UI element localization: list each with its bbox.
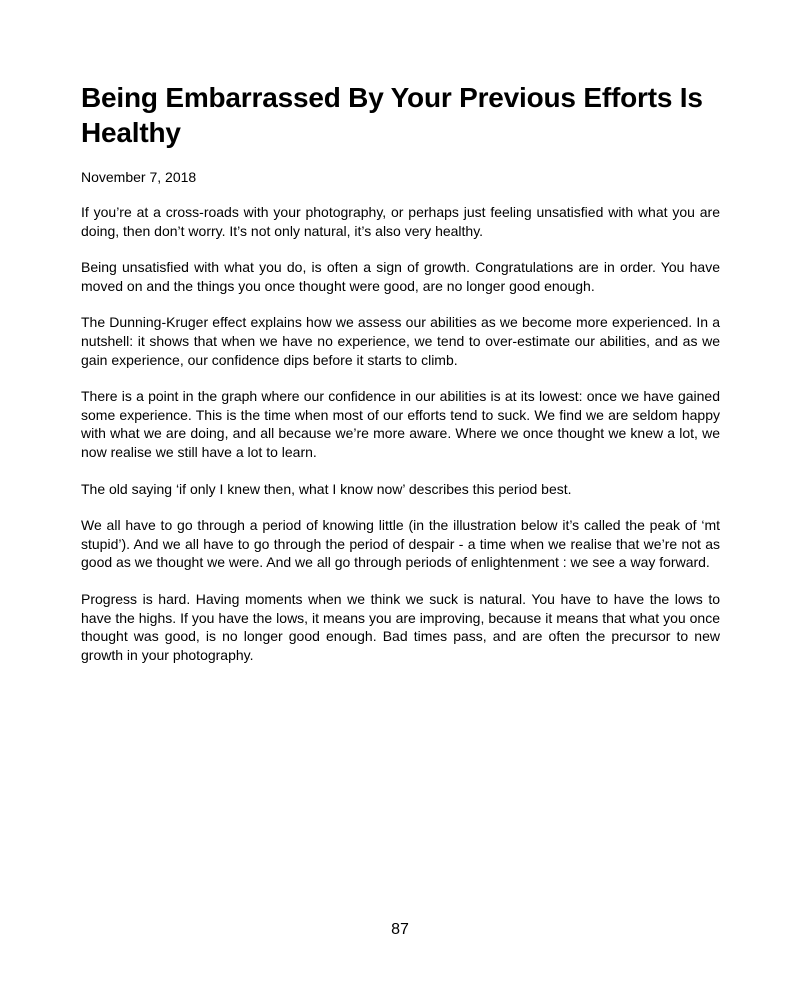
paragraph: The Dunning-Kruger effect explains how we assess our abilities as we become more experienced. In a nutshell: it shows that when we have no experience, we tend to over-estimate our abilities, and as we gain experience, our confidence dips before it starts to climb. <box>81 314 720 368</box>
paragraph: If you’re at a cross-roads with your photography, or perhaps just feeling unsatisfied with what you are doing, then don’t worry. It’s not only natural, it’s also very healthy. <box>81 204 720 239</box>
paragraph: Progress is hard. Having moments when we think we suck is natural. You have to have the lows to have the highs. If you have the lows, it means you are improving, because it means that what you once thought was good, is no longer good enough. Bad times pass, and are often the precursor to new growth in your photography. <box>81 590 720 663</box>
page-number: 87 <box>391 921 409 938</box>
article <box>81 80 720 682</box>
article-title: Being Embarrassed By Your Previous Efforts Is Healthy <box>81 82 703 148</box>
article-body <box>81 203 720 664</box>
paragraph: The old saying ‘if only I knew then, what I know now’ describes this period best. <box>81 480 572 497</box>
paragraph: Being unsatisfied with what you do, is often a sign of growth. Congratulations are in order. You have moved on and the things you once thought were good, are no longer good enough. <box>81 259 720 294</box>
article-date: November 7, 2018 <box>81 169 197 185</box>
paragraph: There is a point in the graph where our confidence in our abilities is at its lowest: once we have gained some experience. This is the time when most of our efforts tend to suck. We find we are seldom happy with what we are doing, and all because we’re more aware. Where we once thought we knew a lot, we now realise we still have a lot to learn. <box>81 388 720 460</box>
paragraph: We all have to go through a period of knowing little (in the illustration below it’s called the peak of ‘mt stupid’). And we all have to go through the period of despair - a time when we realise that we’re not as good as we thought we were. And we all go through periods of enlightenment : we see a way forward. <box>81 517 720 571</box>
